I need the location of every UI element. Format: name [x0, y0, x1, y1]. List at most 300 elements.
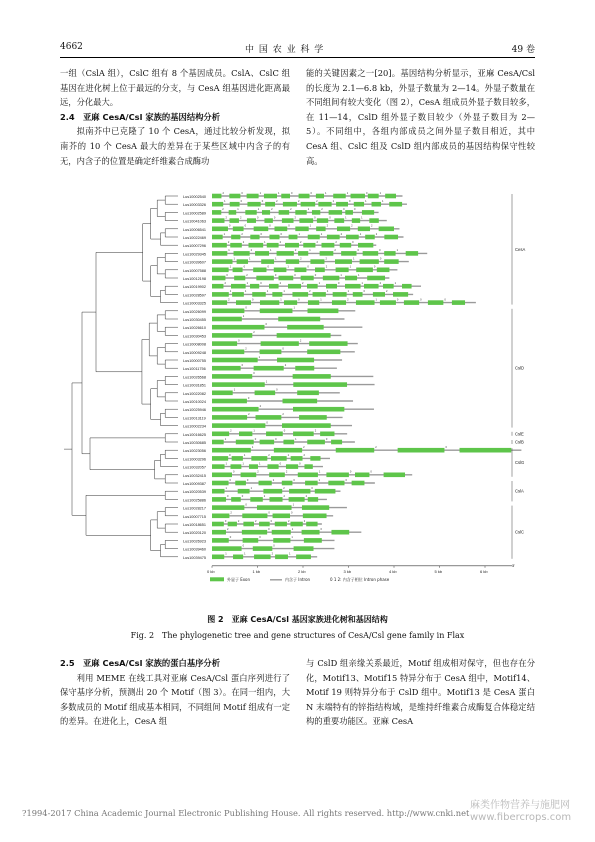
exon-block: [261, 259, 274, 264]
exon-block: [304, 538, 322, 543]
intron-phase-label: 0: [242, 544, 245, 548]
exon-block: [212, 530, 226, 535]
section-title: 2.5 亚麻 CesA/Csl 家族的蛋白基序分析: [60, 658, 221, 668]
intron-phase-label: 0: [232, 470, 235, 474]
intron-phase-label: 1: [242, 314, 245, 318]
exon-block: [243, 538, 259, 543]
intron-phase-label: 2: [279, 282, 282, 285]
axis-tick-label: 2 kb: [298, 568, 306, 574]
intron-phase-label: 2: [316, 241, 318, 244]
exon-block: [293, 432, 314, 437]
exon-block: [212, 555, 224, 560]
intron-phase-label: 0: [257, 216, 259, 220]
exon-block: [310, 456, 320, 461]
exon-block: [254, 555, 271, 560]
gene-label: Lus10039607: [183, 260, 207, 265]
gene-label: Lus10029345: [183, 252, 207, 257]
exon-block: [285, 243, 299, 248]
legend-intron-label: 内含子 Intron: [285, 577, 311, 582]
intron-phase-label: 2: [290, 208, 292, 212]
axis-tick-label: 5 kb: [434, 568, 443, 574]
intron-phase-label: 1: [223, 232, 226, 236]
exon-block: [384, 259, 398, 264]
exon-block: [404, 300, 419, 305]
exon-block: [283, 440, 294, 445]
journal-name: 中 国 农 业 科 学: [245, 45, 325, 55]
gene-label: Lus10032415: [183, 473, 207, 478]
exon-block: [282, 481, 293, 486]
intron-phase-label: 2: [225, 216, 227, 220]
intron-phase-label: 2: [263, 495, 266, 499]
intron-phase-label: 2: [294, 216, 296, 220]
exon-block: [269, 284, 279, 289]
exon-block: [269, 473, 285, 478]
intron-phase-label: 1: [229, 265, 232, 269]
intron-phase-label: 0: [266, 421, 268, 425]
exon-block: [291, 456, 303, 461]
exon-block: [356, 268, 373, 273]
intron-phase-label: 2: [351, 224, 353, 228]
exon-block: [237, 259, 248, 264]
exon-block: [385, 194, 396, 199]
exon-block: [393, 292, 408, 297]
intron-phase-label: 2: [248, 413, 250, 417]
gene-label: Lus10009387: [183, 482, 207, 486]
gene-label: Lus10008008: [183, 342, 207, 347]
exon-block: [249, 464, 258, 469]
intron-phase-label: 1: [318, 470, 321, 474]
exon-block: [355, 473, 369, 478]
intron-phase-label: 1: [225, 487, 227, 490]
intron-phase-label: 0: [276, 388, 278, 392]
intron-phase-label: 1: [233, 388, 236, 392]
exon-block: [230, 202, 240, 207]
exon-block: [212, 374, 252, 379]
running-header: [60, 42, 535, 56]
exon-block: [377, 268, 390, 273]
exon-block: [212, 202, 223, 207]
right-column-top: [306, 66, 535, 168]
exon-block: [212, 194, 221, 199]
exon-block: [274, 448, 302, 453]
exon-block: [323, 276, 339, 281]
gene-label: Lus10026099: [183, 309, 207, 314]
gene-label: Lus10039460: [183, 547, 207, 552]
intron-phase-label: 1: [307, 208, 310, 212]
exon-block: [356, 300, 375, 305]
exon-block: [273, 514, 290, 519]
exon-block: [293, 382, 347, 387]
exon-block: [303, 243, 315, 248]
exon-block: [308, 300, 319, 305]
intron-phase-label: 0: [254, 437, 257, 441]
exon-block: [212, 325, 264, 330]
intron-phase-label: 2: [347, 298, 349, 302]
exon-block: [326, 473, 348, 478]
gene-label: Lus10032057: [183, 465, 207, 470]
exon-block: [384, 235, 398, 240]
axis-tick-label: 4 kb: [389, 568, 397, 574]
exon-block: [212, 382, 265, 387]
intron-phase-label: 1: [266, 290, 269, 294]
exon-block: [232, 456, 243, 461]
intron-phase-label: 1: [258, 462, 261, 466]
intron-phase-label: 1: [349, 265, 352, 269]
exon-block: [287, 325, 323, 330]
exon-block: [247, 202, 260, 207]
exon-block: [306, 522, 317, 527]
exon-block: [253, 546, 273, 551]
group-label: CslD: [515, 365, 525, 371]
exon-block: [234, 276, 245, 281]
intron-phase-label: 2: [294, 249, 297, 253]
exon-block: [312, 210, 320, 215]
exon-block: [292, 292, 308, 297]
exon-block: [271, 456, 287, 461]
gene-label: Lus10030453: [183, 334, 207, 339]
intron-phase-label: 0: [240, 200, 243, 203]
intron-phase-label: 2: [379, 282, 382, 285]
intron-phase-label: 0: [245, 503, 247, 507]
group-label: CslE: [515, 431, 524, 437]
exon-block: [212, 333, 252, 338]
intron-phase-label: 1: [242, 462, 244, 466]
exon-block: [277, 358, 314, 363]
exon-block: [233, 268, 243, 273]
intron-phase-label: 1: [229, 290, 232, 294]
exon-block: [212, 522, 224, 527]
exon-block: [345, 210, 353, 215]
exon-block: [282, 218, 294, 223]
exon-block: [238, 489, 250, 494]
exon-block: [233, 555, 243, 560]
exon-block: [266, 432, 283, 437]
exon-block: [384, 473, 405, 478]
intron-phase-label: 2: [325, 265, 328, 269]
intron-phase-label: 2: [246, 273, 248, 277]
intron-phase-label: 1: [346, 191, 349, 195]
intron-phase-label: 1: [347, 290, 350, 294]
intron-phase-label: 0: [229, 478, 232, 482]
intron-phase-label: 2: [299, 339, 302, 343]
intron-phase-label: 1: [288, 552, 291, 556]
exon-block: [369, 218, 378, 223]
exon-block: [241, 473, 257, 478]
exon-block: [265, 202, 275, 207]
exon-block: [329, 210, 342, 215]
intron-phase-label: 2: [230, 511, 232, 515]
intron-phase-label: 1: [379, 191, 382, 195]
intron-phase-label: 2: [326, 224, 329, 228]
gene-label: Lus10026568: [183, 375, 207, 380]
paragraph: 能的关键因素之一[20]。基因结构分析显示，亚麻 CesA/Csl 的长度为 2.1—6.8 kb，外显子数量为 2—14。外显子数量在不同组间有较大变化（图 2），CesA 组成员外显子数目较多，在 11—14，CslD 组外显子数目较少（外显子数目为 2—5）。不同组中，各组内部成员之间外显子数目相近，其中 CesA 组、CslC 组及 CslD 组内部成员的基因结构保守性较高。: [306, 68, 535, 166]
intron-phase-label: 0: [343, 208, 345, 212]
exon-block: [260, 350, 282, 355]
exon-block: [299, 218, 313, 223]
exon-block: [230, 464, 241, 469]
intron-phase-label: 0: [267, 265, 269, 269]
left-column-top: [60, 66, 290, 168]
exon-block: [212, 489, 225, 494]
intron-phase-label: 1: [246, 282, 249, 285]
exon-block: [212, 251, 227, 256]
intron-phase-label: 1: [365, 200, 367, 203]
exon-block: [309, 341, 347, 346]
intron-phase-label: 2: [299, 241, 302, 244]
intron-phase-label: 2: [305, 495, 308, 499]
exon-block: [326, 284, 337, 289]
exon-block: [233, 227, 244, 232]
exon-block: [295, 227, 308, 232]
gene-label: Lus10012198: [183, 277, 207, 281]
intron-phase-label: 1: [237, 208, 239, 212]
gene-label: Lus10041063: [183, 219, 207, 224]
intron-phase-label: 2: [340, 232, 343, 236]
gene-label: Lus10028597: [183, 293, 207, 298]
intron-phase-label: 1: [318, 478, 321, 482]
figure-caption-zh: 图 2 亚麻 CesA/Csl 基因家族进化树和基因结构: [207, 615, 388, 624]
intron-phase-label: 0: [320, 528, 323, 531]
exon-block: [305, 481, 318, 486]
exon-block: [264, 218, 272, 223]
exon-block: [289, 489, 310, 494]
exon-block: [296, 555, 311, 560]
paragraph: 拟南芥中已克隆了 10 个 CesA，通过比较分析发现，拟南芥的 10 个 CesA 最大的差异在于某些区域中内含子的有无，内含子的位置是确定纤维素合成酶功: [60, 126, 290, 166]
intron-phase-label: 2: [283, 487, 285, 490]
exon-block: [460, 448, 512, 453]
intron-phase-label: 1: [259, 191, 262, 195]
exon-block: [255, 251, 269, 256]
exon-block: [313, 292, 326, 297]
intron-phase-label: 2: [297, 200, 300, 203]
exon-block: [322, 243, 335, 248]
exon-block: [383, 284, 394, 289]
exon-block: [212, 399, 247, 404]
exon-block: [354, 202, 364, 207]
intron-phase-label: 1: [224, 200, 226, 203]
gene-label: Lus10030455: [183, 318, 207, 322]
exon-block: [380, 300, 396, 305]
intron-phase-label: 1: [251, 446, 254, 449]
exon-block: [293, 407, 344, 412]
gene-label: Lus10023056: [183, 449, 207, 454]
exon-block: [282, 423, 331, 428]
intron-phase-label: 2: [253, 331, 255, 335]
intron-phase-label: 2: [279, 241, 282, 244]
exon-block: [332, 300, 346, 305]
intron-phase-label: 0: [238, 339, 240, 343]
exon-block: [231, 497, 241, 502]
exon-block: [352, 218, 360, 223]
intron-phase-label: 1: [382, 200, 384, 203]
intron-phase-label: 2: [316, 200, 318, 203]
exon-block: [331, 440, 342, 445]
exon-block: [229, 210, 237, 215]
exon-block: [275, 555, 288, 560]
exon-block: [336, 268, 349, 273]
exon-block: [286, 464, 298, 469]
intron-phase-label: 2: [282, 413, 284, 417]
exon-block: [267, 243, 279, 248]
exon-block: [279, 210, 290, 215]
intron-phase-label: 1: [309, 249, 311, 253]
intron-phase-label: 1: [278, 191, 280, 195]
gene-label: Lus10007588: [183, 268, 207, 273]
exon-block: [298, 251, 308, 256]
exon-block: [256, 276, 274, 281]
axis-tick-label: 6 kb: [480, 568, 488, 574]
exon-block: [452, 300, 465, 305]
exon-block: [255, 391, 276, 396]
exon-block: [251, 456, 267, 461]
legend-exon-swatch: [210, 577, 224, 581]
exon-block: [212, 432, 229, 437]
gene-label: Lus10018651: [183, 523, 207, 527]
intron-phase-label: 0: [363, 290, 365, 294]
exon-block: [269, 497, 282, 502]
exon-block: [290, 522, 302, 527]
exon-block: [302, 505, 329, 510]
exon-block: [340, 243, 351, 248]
exon-block: [212, 210, 221, 215]
intron-phase-label: 2: [314, 429, 317, 433]
intron-phase-label: 0: [229, 454, 231, 458]
intron-phase-label: 0: [253, 372, 255, 376]
exon-block: [260, 440, 275, 445]
gene-label: Lus10026923: [183, 539, 207, 544]
exon-block: [336, 448, 374, 453]
exon-block: [242, 514, 267, 519]
figure-caption-en: Fig. 2 The phylogenetic tree and gene structures of CesA/Csl gene family in Flax: [130, 631, 465, 640]
watermark-line: www.fibercrops.com: [470, 812, 572, 823]
intron-phase-label: 0: [357, 249, 359, 253]
intron-phase-label: 0: [229, 536, 232, 540]
intron-phase-label: 0: [245, 306, 247, 310]
gene-label: Lus10030685: [183, 441, 207, 445]
gene-label: Lus10025946: [183, 408, 207, 413]
exon-block: [212, 341, 237, 346]
intron-phase-label: 2: [237, 519, 240, 523]
exon-block: [267, 464, 278, 469]
gene-label: Lus10028217: [183, 506, 207, 511]
exon-block: [212, 309, 244, 314]
exon-block: [362, 210, 374, 215]
exon-block: [250, 284, 259, 289]
intron-phase-label: 2: [271, 552, 274, 556]
exon-block: [212, 300, 227, 305]
intron-phase-label: 0: [349, 470, 352, 474]
exon-block: [281, 194, 290, 199]
intron-phase-label: 0: [294, 273, 296, 277]
exon-block: [274, 227, 287, 232]
intron-phase-label: 1: [257, 208, 260, 212]
exon-block: [212, 268, 229, 273]
intron-phase-label: 0: [307, 265, 309, 269]
exon-block: [277, 333, 331, 338]
intron-phase-label: 2: [257, 470, 259, 474]
intron-phase-label: 1: [244, 290, 247, 294]
intron-phase-label: 1: [361, 282, 364, 285]
intron-phase-label: 0: [299, 462, 301, 466]
intron-phase-label: 2: [334, 249, 336, 253]
intron-phase-label: 1: [287, 454, 290, 458]
exon-block: [318, 202, 331, 207]
gene-label: Lus10039475: [183, 555, 207, 560]
intron-phase-label: 1: [320, 298, 322, 302]
exon-block: [353, 292, 363, 297]
intron-phase-label: 1: [396, 249, 399, 253]
exon-block: [262, 210, 270, 215]
intron-phase-label: 0: [314, 216, 316, 220]
intron-phase-label: 1: [228, 249, 230, 253]
exon-block: [284, 300, 297, 305]
exon-block: [283, 399, 318, 404]
intron-phase-label: 2: [239, 216, 242, 220]
intron-phase-label: 2: [271, 208, 273, 212]
group-label: CesA: [515, 246, 526, 252]
intron-phase-label: 1: [224, 437, 227, 441]
exon-block: [229, 194, 240, 199]
intron-phase-label: 0: [288, 224, 290, 228]
intron-phase-label: 1: [292, 503, 295, 507]
exon-block: [274, 268, 287, 273]
exon-block: [373, 292, 385, 297]
exon-block: [365, 235, 375, 240]
intron-phase-label: 2: [222, 191, 224, 195]
intron-phase-label: 0: [243, 265, 246, 269]
gene-label: Lus10022469: [183, 236, 207, 240]
intron-phase-label: 2: [245, 347, 247, 351]
intron-phase-label: 1: [359, 232, 362, 236]
gene-label: Lus10009248: [183, 350, 207, 355]
intron-phase-label: 1: [287, 265, 289, 269]
exon-block: [398, 448, 445, 453]
exon-block: [272, 292, 282, 297]
intron-phase-label: 2: [250, 249, 253, 253]
gene-label: Lus10002540: [183, 195, 207, 199]
exon-block: [341, 251, 356, 256]
intron-phase-label: 1: [270, 249, 272, 253]
exon-block: [260, 309, 293, 314]
exon-block: [231, 284, 246, 289]
intron-phase-label: 1: [352, 257, 355, 261]
exon-block: [256, 415, 282, 420]
intron-phase-label: 2: [385, 290, 388, 294]
gene-label: Lus10020539: [183, 490, 207, 495]
intron-phase-label: 0: [269, 224, 271, 228]
intron-phase-label: 0: [329, 216, 331, 220]
gene-label: Lus10013119: [183, 416, 206, 421]
intron-phase-label: 2: [321, 208, 323, 212]
exon-block: [307, 440, 325, 445]
axis-tick-label: 0 kb: [207, 568, 215, 574]
axis-tick-label: 1 kb: [252, 568, 261, 574]
exon-block: [301, 276, 314, 281]
exon-block: [277, 251, 294, 256]
exon-block: [360, 259, 379, 264]
gene-label: Lus10031851: [183, 383, 207, 388]
exon-block: [289, 235, 298, 240]
intron-phase-label: 2: [302, 282, 304, 285]
axis-tick-label: 3 kb: [343, 568, 352, 574]
exon-block: [231, 235, 240, 240]
intron-phase-label: 0: [345, 478, 347, 482]
exon-block: [269, 235, 279, 240]
copyright-footer: ?1994-2017 China Academic Journal Electronic Publishing House. All rights reserved. http://www.cnki.net: [22, 808, 470, 818]
intron-phase-label: 0: [259, 536, 261, 540]
intron-phase-label: 0: [379, 257, 382, 261]
exon-block: [257, 505, 292, 510]
